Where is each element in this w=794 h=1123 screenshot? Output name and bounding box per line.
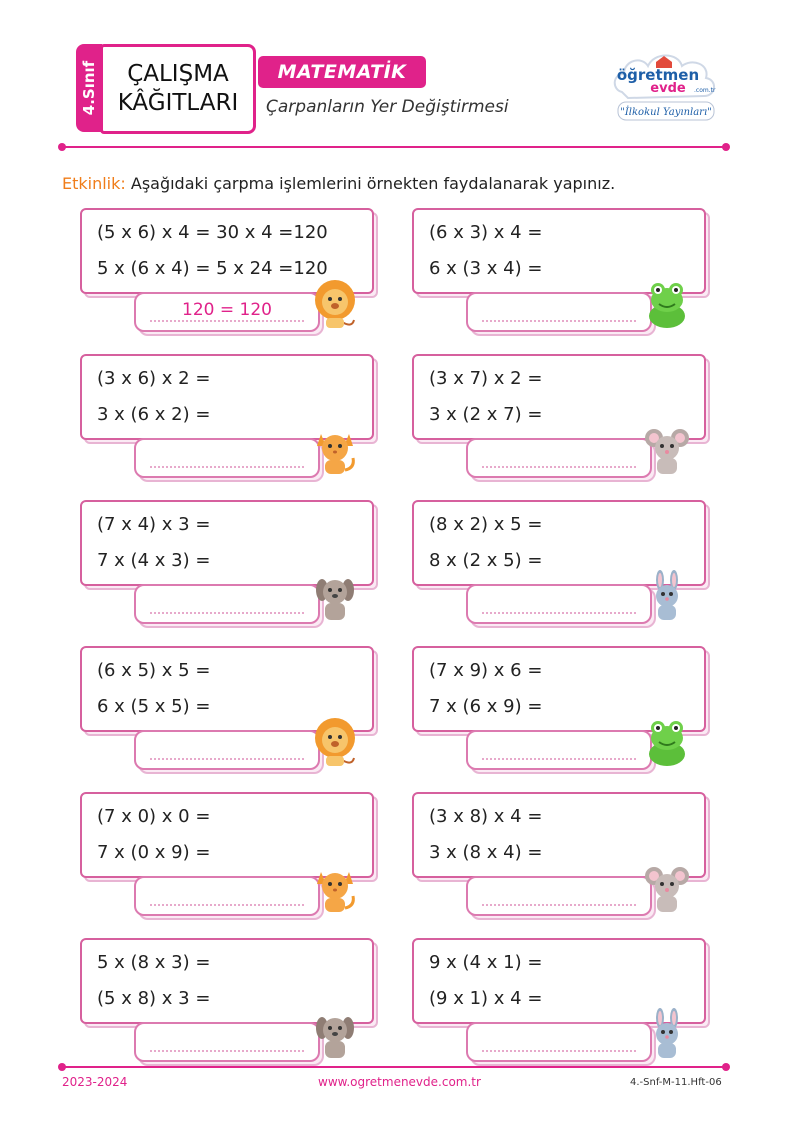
logo-text-bottom: evde	[650, 81, 686, 96]
equation-line-1: (3 x 6) x 2 =	[97, 368, 211, 389]
exercise-card	[80, 208, 380, 346]
answer-dotted-line	[150, 466, 304, 468]
equation-line-2: 6 x (5 x 5) =	[97, 696, 211, 717]
equation-line-1: 5 x (8 x 3) =	[97, 952, 211, 973]
answer-field[interactable]	[466, 1022, 652, 1062]
equation-line-1: (5 x 6) x 4 = 30 x 4 =120	[97, 222, 328, 243]
equation-line-2: 8 x (2 x 5) =	[429, 550, 543, 571]
answer-field[interactable]	[466, 438, 652, 478]
lion-icon	[312, 278, 358, 332]
equation-line-1: 9 x (4 x 1) =	[429, 952, 543, 973]
cat-icon	[312, 862, 358, 916]
lion-icon	[312, 716, 358, 770]
answer-dotted-line	[482, 466, 636, 468]
exercise-card	[412, 208, 712, 346]
answer-field[interactable]	[466, 876, 652, 916]
answer-dotted-line	[482, 320, 636, 322]
grade-label: 4.Sınıf	[80, 60, 98, 116]
answer-dotted-line	[150, 1050, 304, 1052]
frog-icon	[644, 278, 690, 332]
answer-field[interactable]	[134, 730, 320, 770]
equation-line-1: (6 x 5) x 5 =	[97, 660, 211, 681]
equation-line-2: 3 x (8 x 4) =	[429, 842, 543, 863]
equation-line-2: 7 x (6 x 9) =	[429, 696, 543, 717]
equation-line-2: 5 x (6 x 4) = 5 x 24 =120	[97, 258, 328, 279]
answer-field[interactable]	[466, 730, 652, 770]
exercise-card	[80, 646, 380, 784]
footer-year: 2023-2024	[62, 1075, 128, 1089]
logo-domain: .com.tr	[694, 87, 716, 94]
exercise-card	[412, 938, 712, 1076]
answer-dotted-line	[150, 320, 304, 322]
answer-dotted-line	[482, 758, 636, 760]
mouse-icon	[644, 424, 690, 478]
mouse-icon	[644, 862, 690, 916]
answer-field[interactable]	[134, 1022, 320, 1062]
equation-line-2: 7 x (0 x 9) =	[97, 842, 211, 863]
answer-dotted-line	[482, 904, 636, 906]
answer-field[interactable]	[466, 292, 652, 332]
exercise-card	[412, 792, 712, 930]
exercise-card	[412, 646, 712, 784]
equation-line-1: (3 x 8) x 4 =	[429, 806, 543, 827]
dog-icon	[312, 1008, 358, 1062]
equation-line-2: 7 x (4 x 3) =	[97, 550, 211, 571]
answer-field[interactable]	[466, 584, 652, 624]
equation-line-2: (9 x 1) x 4 =	[429, 988, 543, 1009]
bunny-icon	[644, 1008, 690, 1062]
exercise-card	[80, 938, 380, 1076]
exercise-card	[80, 792, 380, 930]
equation-line-2: 6 x (3 x 4) =	[429, 258, 543, 279]
answer-field[interactable]	[134, 876, 320, 916]
equation-line-1: (8 x 2) x 5 =	[429, 514, 543, 535]
publisher-logo	[608, 46, 720, 126]
exercise-card	[80, 500, 380, 638]
exercise-card	[412, 500, 712, 638]
topic-title: Çarpanların Yer Değiştirmesi	[266, 97, 509, 117]
footer-website[interactable]: www.ogretmenevde.com.tr	[318, 1075, 481, 1089]
logo-text-top: öğretmen	[616, 66, 700, 84]
instruction-text: Aşağıdaki çarpma işlemlerini örnekten faydalanarak yapınız.	[125, 174, 616, 193]
header-divider	[62, 146, 726, 148]
answer-field[interactable]	[134, 438, 320, 478]
exercise-card	[412, 354, 712, 492]
answer-dotted-line	[150, 612, 304, 614]
instruction	[62, 174, 615, 193]
equation-line-1: (7 x 4) x 3 =	[97, 514, 211, 535]
equation-line-1: (7 x 0) x 0 =	[97, 806, 211, 827]
frog-icon	[644, 716, 690, 770]
equation-line-2: 3 x (2 x 7) =	[429, 404, 543, 425]
cat-icon	[312, 424, 358, 478]
instruction-label: Etkinlik:	[62, 174, 126, 193]
equation-line-1: (6 x 3) x 4 =	[429, 222, 543, 243]
footer-code: 4.-Snf-M-11.Hft-06	[630, 1077, 722, 1088]
answer-value: 120 = 120	[182, 300, 272, 320]
grade-tab	[76, 44, 102, 132]
equation-line-1: (7 x 9) x 6 =	[429, 660, 543, 681]
answer-field[interactable]	[134, 584, 320, 624]
title-line-2: KÂĞITLARI	[117, 90, 239, 116]
exercise-card	[80, 354, 380, 492]
answer-dotted-line	[150, 904, 304, 906]
answer-field[interactable]	[134, 292, 320, 332]
dog-icon	[312, 570, 358, 624]
equation-line-2: 3 x (6 x 2) =	[97, 404, 211, 425]
equation-line-1: (3 x 7) x 2 =	[429, 368, 543, 389]
answer-dotted-line	[150, 758, 304, 760]
logo-tagline: "İlkokul Yayınları"	[620, 107, 712, 118]
footer-divider	[62, 1066, 726, 1068]
subject-badge: MATEMATİK	[258, 56, 426, 88]
worksheet-title	[100, 44, 256, 134]
answer-dotted-line	[482, 1050, 636, 1052]
bunny-icon	[644, 570, 690, 624]
equation-line-2: (5 x 8) x 3 =	[97, 988, 211, 1009]
title-line-1: ÇALIŞMA	[127, 61, 229, 87]
answer-dotted-line	[482, 612, 636, 614]
